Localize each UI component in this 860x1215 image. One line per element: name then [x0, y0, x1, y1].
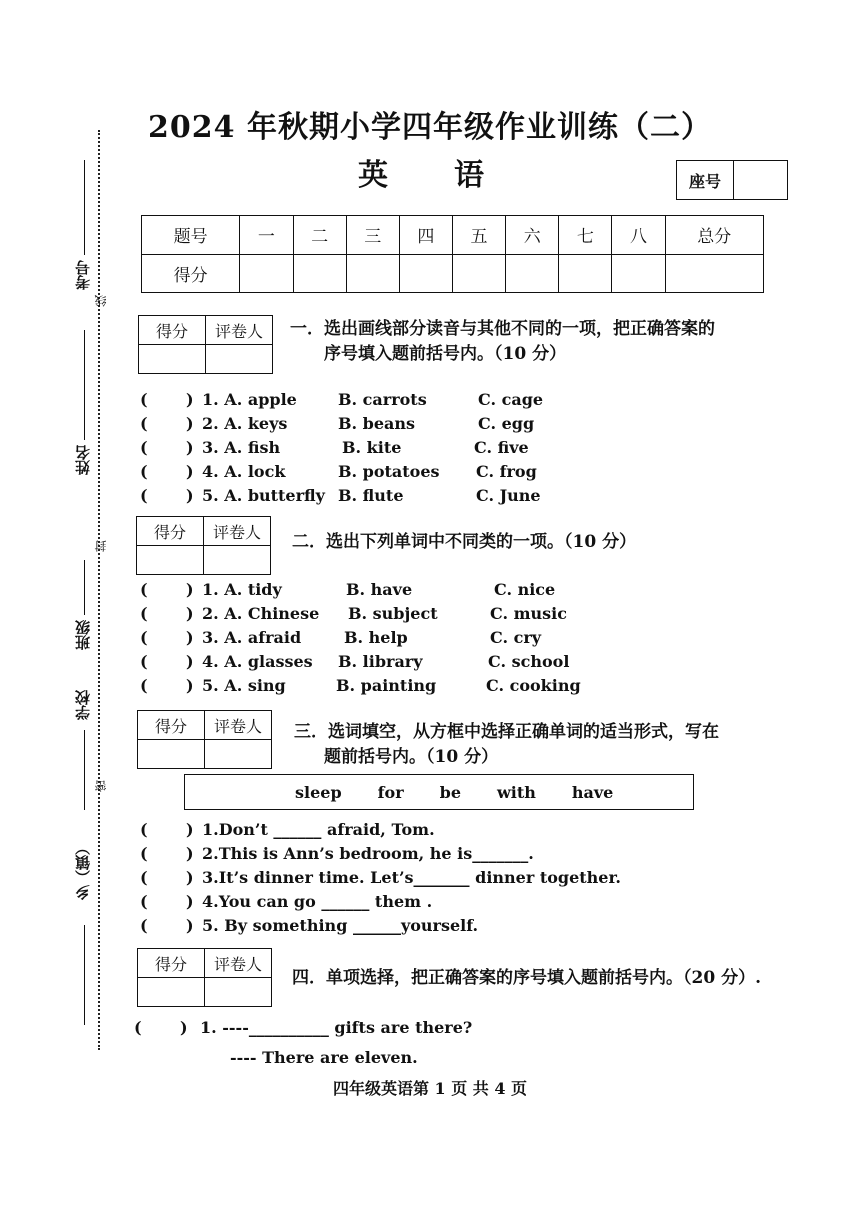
sidebar-school-label: 学校 — [74, 690, 92, 720]
grader-box-3 — [137, 710, 272, 769]
seat-label: 座号 — [677, 161, 734, 199]
answer-paren-open: ( — [140, 438, 148, 457]
answer-paren-close: ) — [186, 868, 194, 887]
score-table — [141, 215, 764, 293]
section3-questions — [140, 820, 760, 940]
section3-heading-line2: 题前括号内。（10 分） — [324, 747, 499, 767]
answer-paren-close: ) — [186, 604, 194, 623]
option-c: C. cooking — [486, 676, 581, 695]
option-a: 2. A. keys — [202, 414, 288, 433]
answer-paren-open: ( — [140, 604, 148, 623]
grader-name-label: 评卷人 — [206, 316, 273, 345]
sidebar-exam-no-line — [84, 160, 85, 255]
list-item — [140, 868, 760, 892]
section3-heading-line1: 三．选词填空，从方框中选择正确单词的适当形式，写在 — [294, 722, 719, 742]
sidebar-name-label: 姓名 — [74, 445, 92, 475]
fill-in-sentence: 5. By something ______yourself. — [202, 916, 479, 935]
answer-paren-close: ) — [186, 462, 194, 481]
score-blank — [452, 254, 505, 293]
sidebar-mark-xian: 线 — [94, 295, 108, 307]
grader-score-blank — [139, 345, 206, 374]
choice-question-line2: ---- There are eleven. — [230, 1048, 418, 1067]
answer-paren-open: ( — [140, 390, 148, 409]
answer-paren-close: ) — [180, 1018, 188, 1037]
score-table-score-row — [142, 254, 764, 293]
grader-name-blank — [205, 978, 272, 1007]
list-item — [134, 1018, 754, 1042]
answer-paren-open: ( — [140, 414, 148, 433]
option-c: C. June — [476, 486, 541, 505]
sidebar-name-line — [84, 330, 85, 440]
answer-paren-open: ( — [140, 820, 148, 839]
score-blank — [612, 254, 665, 293]
word-bank-word: sleep — [295, 782, 342, 802]
answer-paren-close: ) — [186, 652, 194, 671]
score-cell: 一 — [240, 216, 293, 255]
section2-questions — [140, 580, 740, 700]
option-c: C. nice — [494, 580, 556, 599]
score-cell: 七 — [559, 216, 612, 255]
seat-number-box — [676, 160, 788, 200]
answer-paren-close: ) — [186, 820, 194, 839]
list-item — [140, 844, 760, 868]
grader-name-blank — [206, 345, 273, 374]
score-blank — [665, 254, 763, 293]
fill-in-sentence: 3.It’s dinner time. Let’s_______ dinner together. — [202, 868, 621, 887]
grader-name-label: 评卷人 — [205, 711, 272, 740]
option-c: C. school — [488, 652, 570, 671]
grader-score-label: 得分 — [137, 517, 204, 546]
grader-score-label: 得分 — [138, 711, 205, 740]
fill-in-sentence: 4.You can go ______ them . — [202, 892, 433, 911]
list-item — [140, 438, 740, 462]
answer-paren-open: ( — [140, 628, 148, 647]
answer-paren-open: ( — [140, 652, 148, 671]
option-b: B. help — [344, 628, 408, 647]
score-cell: 三 — [346, 216, 399, 255]
score-cell: 总分 — [665, 216, 763, 255]
score-blank — [399, 254, 452, 293]
list-item — [140, 820, 760, 844]
answer-paren-open: ( — [140, 580, 148, 599]
list-item — [140, 604, 740, 628]
list-item — [140, 580, 740, 604]
section1-heading-line2: 序号填入题前括号内。（10 分） — [324, 344, 567, 364]
section1-heading-line1: 一．选出画线部分读音与其他不同的一项，把正确答案的 — [290, 319, 715, 339]
option-b: B. subject — [348, 604, 438, 623]
answer-paren-open: ( — [134, 1018, 142, 1037]
option-a: 5. A. butterfly — [202, 486, 325, 505]
answer-paren-open: ( — [140, 462, 148, 481]
sidebar-mark-mi: 密 — [94, 780, 108, 792]
score-cell: 题号 — [142, 216, 240, 255]
list-item — [140, 628, 740, 652]
grader-box-4 — [137, 948, 272, 1007]
option-a: 4. A. lock — [202, 462, 286, 481]
sidebar-class-line — [84, 560, 85, 615]
page-footer: 四年级英语第 1 页 共 4 页 — [332, 1079, 528, 1098]
option-a: 3. A. fish — [202, 438, 281, 457]
grader-box-2 — [136, 516, 271, 575]
score-blank — [293, 254, 346, 293]
word-bank-word: have — [571, 782, 614, 802]
grader-score-blank — [137, 546, 204, 575]
answer-paren-close: ) — [186, 390, 194, 409]
word-bank-word: for — [377, 782, 404, 802]
list-item — [140, 414, 740, 438]
option-c: C. frog — [476, 462, 537, 481]
section4-heading: 四．单项选择，把正确答案的序号填入题前括号内。（20 分）. — [292, 968, 761, 988]
option-b: B. beans — [338, 414, 416, 433]
option-a: 1. A. apple — [202, 390, 297, 409]
score-blank — [559, 254, 612, 293]
sidebar-town-line — [84, 925, 85, 1025]
section1-questions — [140, 390, 740, 510]
choice-question-line1: 1. ----__________ gifts are there? — [200, 1018, 473, 1037]
section3-heading — [294, 720, 719, 770]
sidebar-exam-no-label: 考号 — [74, 260, 92, 290]
sidebar-school-line — [84, 730, 85, 810]
grader-score-label: 得分 — [138, 949, 205, 978]
answer-paren-close: ) — [186, 580, 194, 599]
option-b: B. carrots — [338, 390, 427, 409]
list-item — [140, 892, 760, 916]
sidebar-mark-feng: 封 — [94, 540, 108, 552]
option-c: C. five — [474, 438, 529, 457]
score-cell: 二 — [293, 216, 346, 255]
score-row-label: 得分 — [142, 254, 240, 293]
answer-paren-open: ( — [140, 844, 148, 863]
grader-name-label: 评卷人 — [204, 517, 271, 546]
option-a: 2. A. Chinese — [202, 604, 320, 623]
option-a: 1. A. tidy — [202, 580, 282, 599]
score-cell: 四 — [399, 216, 452, 255]
subject-title: 英 语 — [358, 158, 502, 193]
answer-paren-close: ) — [186, 844, 194, 863]
score-cell: 五 — [452, 216, 505, 255]
option-c: C. egg — [478, 414, 535, 433]
grader-score-label: 得分 — [139, 316, 206, 345]
grader-name-label: 评卷人 — [205, 949, 272, 978]
answer-paren-open: ( — [140, 486, 148, 505]
option-c: C. cry — [490, 628, 542, 647]
option-b: B. painting — [336, 676, 437, 695]
score-cell: 八 — [612, 216, 665, 255]
sidebar-class-label: 班级 — [74, 620, 92, 650]
answer-paren-close: ) — [186, 892, 194, 911]
score-blank — [240, 254, 293, 293]
option-b: B. kite — [342, 438, 402, 457]
section1-heading — [290, 317, 715, 367]
fill-in-sentence: 1.Don’t ______ afraid, Tom. — [202, 820, 435, 839]
answer-paren-close: ) — [186, 486, 194, 505]
list-item — [140, 462, 740, 486]
list-item — [140, 486, 740, 510]
word-bank-box — [184, 774, 694, 810]
page-title: 2024 年秋期小学四年级作业训练（二） — [148, 110, 712, 145]
answer-paren-close: ) — [186, 676, 194, 695]
answer-paren-open: ( — [140, 892, 148, 911]
answer-paren-open: ( — [140, 868, 148, 887]
option-b: B. potatoes — [338, 462, 440, 481]
sidebar-town-label: 乡（镇） — [74, 840, 92, 900]
list-item — [140, 676, 740, 700]
option-c: C. cage — [478, 390, 544, 409]
score-table-header-row — [142, 216, 764, 255]
answer-paren-close: ) — [186, 628, 194, 647]
answer-paren-close: ) — [186, 438, 194, 457]
section2-heading: 二．选出下列单词中不同类的一项。（10 分） — [292, 532, 637, 552]
answer-paren-open: ( — [140, 916, 148, 935]
score-cell: 六 — [506, 216, 559, 255]
option-a: 3. A. afraid — [202, 628, 302, 647]
option-b: B. flute — [338, 486, 404, 505]
option-a: 5. A. sing — [202, 676, 286, 695]
list-item — [140, 916, 760, 940]
option-c: C. music — [490, 604, 567, 623]
grader-name-blank — [205, 740, 272, 769]
grader-name-blank — [204, 546, 271, 575]
binding-dotted-line — [98, 130, 100, 1050]
grader-score-blank — [138, 978, 205, 1007]
list-item — [140, 652, 740, 676]
grader-score-blank — [138, 740, 205, 769]
score-blank — [506, 254, 559, 293]
option-b: B. library — [338, 652, 423, 671]
answer-paren-open: ( — [140, 676, 148, 695]
grader-box-1 — [138, 315, 273, 374]
score-blank — [346, 254, 399, 293]
word-bank-word: with — [497, 782, 536, 802]
answer-paren-close: ) — [186, 916, 194, 935]
option-a: 4. A. glasses — [202, 652, 313, 671]
option-b: B. have — [346, 580, 413, 599]
word-bank-word: be — [439, 782, 461, 802]
list-item — [140, 390, 740, 414]
fill-in-sentence: 2.This is Ann’s bedroom, he is_______. — [202, 844, 534, 863]
answer-paren-close: ) — [186, 414, 194, 433]
